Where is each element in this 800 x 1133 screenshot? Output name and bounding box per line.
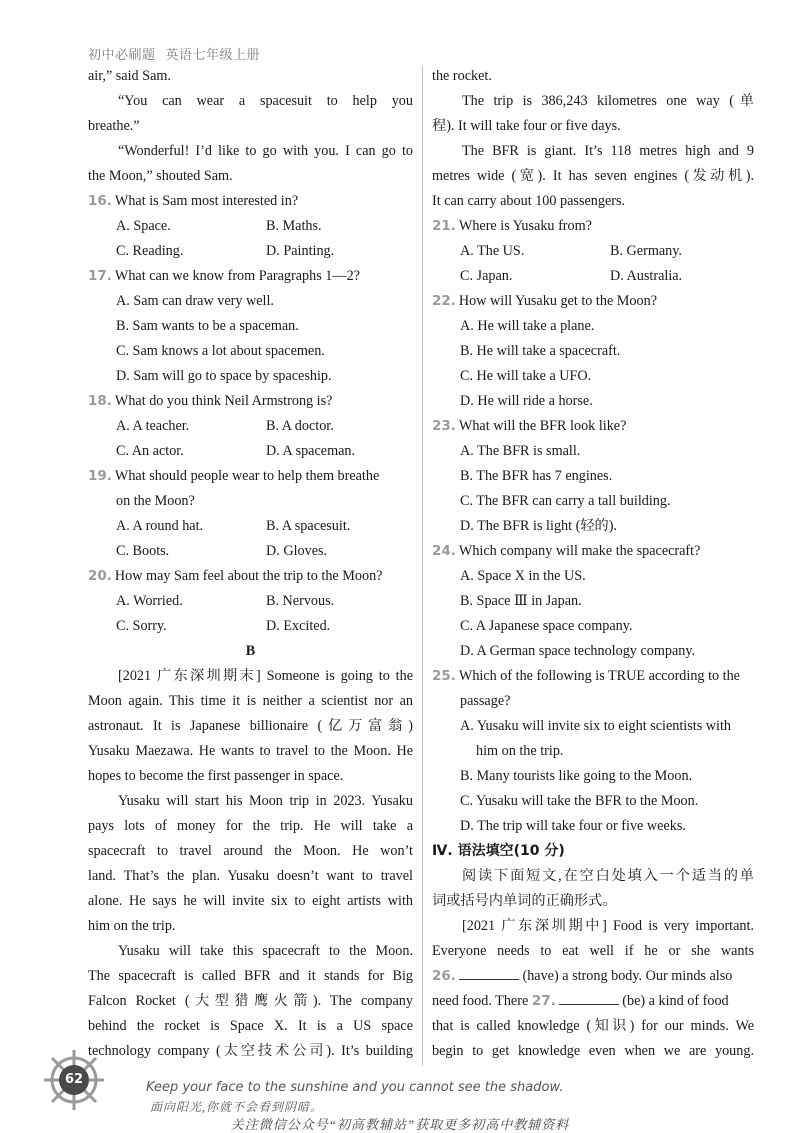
option-c: C. Sorry. — [116, 618, 167, 634]
option-c: C. Sam knows a lot about spacemen. — [116, 343, 325, 359]
question-number: 18. — [88, 393, 112, 409]
question-number: 17. — [88, 268, 112, 284]
text-line: Yusaku will start his Moon trip in 2023. Yusaku — [118, 793, 413, 809]
options-row — [88, 439, 413, 464]
text-line: The trip is 386,243 kilometres one way (单 — [462, 93, 754, 109]
option-b: B. A spacesuit. — [266, 518, 351, 534]
blank-number: 27. — [531, 993, 556, 1009]
column-divider — [422, 66, 423, 1066]
instruction-line: 词或括号内单词的正确形式。 — [432, 893, 617, 909]
option-a: A. Space. — [116, 218, 171, 234]
option-d: D. He will ride a horse. — [460, 393, 593, 409]
motto-chinese: 面向阳光,你就不会看到阴暗。 — [150, 1100, 324, 1114]
option-d: D. Gloves. — [266, 543, 328, 559]
option-a: A. The BFR is small. — [460, 443, 581, 459]
question-18 — [88, 389, 413, 414]
question-25 — [432, 664, 754, 689]
text-line: the rocket. — [432, 68, 492, 84]
motto-english: Keep your face to the sunshine and you cannot see the shadow. — [146, 1080, 564, 1095]
option-b: B. The BFR has 7 engines. — [460, 468, 613, 484]
option-b: B. Nervous. — [266, 593, 335, 609]
text-line: that is called knowledge (知识) for our minds. We — [432, 1018, 754, 1034]
options-row — [432, 264, 754, 289]
option-d: D. Sam will go to space by spaceship. — [116, 368, 332, 384]
question-number: 19. — [88, 468, 112, 484]
option-a: A. He will take a plane. — [460, 318, 595, 334]
option-c: C. The BFR can carry a tall building. — [460, 493, 671, 509]
question-stem: Which company will make the spacecraft? — [458, 543, 701, 559]
promo-text: 关注微信公众号“初高教辅站”获取更多初高中教辅资料 — [230, 1117, 570, 1132]
text-line: air,” said Sam. — [88, 68, 171, 84]
option-b: B. Maths. — [266, 218, 322, 234]
options-row — [88, 614, 413, 639]
question-stem: What do you think Neil Armstrong is? — [114, 393, 333, 409]
option-c: C. An actor. — [116, 443, 184, 459]
question-stem-cont: on the Moon? — [116, 493, 195, 509]
instruction-line: 阅读下面短文,在空白处填入一个适当的单 — [462, 868, 754, 884]
option-c: C. Boots. — [116, 543, 170, 559]
option-a: A. The US. — [460, 243, 525, 259]
question-number: 24. — [432, 543, 456, 559]
text-span: (be) a kind of food — [622, 993, 729, 1009]
text-line: “Wonderful! I’d like to go with you. I can go to — [118, 143, 413, 159]
question-stem: What can we know from Paragraphs 1—2? — [114, 268, 360, 284]
text-line: Moon again. This time it is neither a scientist nor an — [88, 693, 413, 709]
question-number: 16. — [88, 193, 112, 209]
text-line: begin to get knowledge even when we are young. — [432, 1043, 754, 1059]
option-b: B. Many tourists like going to the Moon. — [460, 768, 693, 784]
question-24 — [432, 539, 754, 564]
options-row — [88, 589, 413, 614]
cloze-line-26 — [432, 964, 754, 989]
text-line: Yusaku Maezawa. He wants to travel to the Moon. He — [88, 743, 413, 759]
option-d: D. A spaceman. — [266, 443, 356, 459]
option-d: D. The BFR is light (轻的). — [460, 518, 617, 534]
text-line: alone. He says he will invite six to eight artists with — [88, 893, 413, 909]
question-stem: What should people wear to help them breathe — [114, 468, 380, 484]
question-number: 22. — [432, 293, 456, 309]
options-row — [88, 514, 413, 539]
subject-title: 英语七年级上册 — [165, 48, 261, 63]
question-number: 23. — [432, 418, 456, 434]
option-c: C. Japan. — [460, 268, 513, 284]
book-title: 初中必刷题 — [88, 48, 156, 63]
options-row — [88, 539, 413, 564]
text-line: him on the trip. — [88, 918, 176, 934]
option-b: B. Sam wants to be a spaceman. — [116, 318, 299, 334]
option-c: C. He will take a UFO. — [460, 368, 592, 384]
question-stem-cont: passage? — [460, 693, 511, 709]
text-line: Everyone needs to eat well if he or she wants — [432, 943, 754, 959]
text-line: It can carry about 100 passengers. — [432, 193, 626, 209]
text-line: hopes to become the first passenger in space. — [88, 768, 344, 784]
option-a-cont: him on the trip. — [476, 743, 564, 759]
question-number: 20. — [88, 568, 112, 584]
text-line: astronaut. It is Japanese billionaire (亿万富翁) — [88, 718, 413, 734]
question-stem: What is Sam most interested in? — [114, 193, 299, 209]
text-line: breathe.” — [88, 118, 140, 134]
question-stem: Where is Yusaku from? — [458, 218, 592, 234]
text-line: land. That’s the plan. Yusaku doesn’t want to travel — [88, 868, 413, 884]
options-row — [432, 239, 754, 264]
text-line: The spacecraft is called BFR and it stands for Big — [88, 968, 413, 984]
text-line: spacecraft to travel around the Moon. He won’t — [88, 843, 413, 859]
question-stem: How may Sam feel about the trip to the Moon? — [114, 568, 383, 584]
text-line: behind the rocket is Space X. It is a US space — [88, 1018, 413, 1034]
text-line: Yusaku will take this spacecraft to the Moon. — [118, 943, 413, 959]
answer-blank-26[interactable] — [459, 965, 519, 980]
right-column — [432, 64, 754, 1064]
question-number: 25. — [432, 668, 456, 684]
question-stem: What will the BFR look like? — [458, 418, 627, 434]
options-row — [88, 239, 413, 264]
option-a: A. Yusaku will invite six to eight scientists with — [460, 718, 731, 734]
option-a: A. A teacher. — [116, 418, 190, 434]
option-a: A. Space X in the US. — [460, 568, 586, 584]
option-c: C. Yusaku will take the BFR to the Moon. — [460, 793, 699, 809]
text-line: Falcon Rocket (大型猎鹰火箭). The company — [88, 993, 413, 1009]
options-row — [88, 214, 413, 239]
text-line: 程). It will take four or five days. — [432, 118, 621, 134]
section-heading: Ⅳ. 语法填空(10 分) — [432, 843, 565, 859]
option-a: A. A round hat. — [116, 518, 204, 534]
question-stem: How will Yusaku get to the Moon? — [458, 293, 657, 309]
question-stem: Which of the following is TRUE according to the — [458, 668, 740, 684]
question-19 — [88, 464, 413, 489]
text-line: metres wide (宽). It has seven engines (发动机). — [432, 168, 754, 184]
text-span: need food. There — [432, 993, 529, 1009]
option-c: C. Reading. — [116, 243, 184, 259]
option-b: B. He will take a spacecraft. — [460, 343, 621, 359]
option-d: D. The trip will take four or five weeks. — [460, 818, 686, 834]
option-b: B. Space Ⅲ in Japan. — [460, 593, 582, 609]
question-23 — [432, 414, 754, 439]
text-span: (have) a strong body. Our minds also — [522, 968, 733, 984]
text-line: pays lots of money for the trip. He will take a — [88, 818, 413, 834]
options-row — [88, 414, 413, 439]
text-line: “You can wear a spacesuit to help you — [118, 93, 413, 109]
blank-number: 26. — [432, 968, 456, 984]
option-a: A. Sam can draw very well. — [116, 293, 274, 309]
option-d: D. Excited. — [266, 618, 331, 634]
section-heading: B — [245, 643, 256, 659]
question-21 — [432, 214, 754, 239]
option-d: D. Australia. — [610, 268, 683, 284]
option-c: C. A Japanese space company. — [460, 618, 633, 634]
question-17 — [88, 264, 413, 289]
option-b: B. A doctor. — [266, 418, 334, 434]
question-22 — [432, 289, 754, 314]
answer-blank-27[interactable] — [559, 990, 619, 1005]
option-d: D. A German space technology company. — [460, 643, 696, 659]
question-20 — [88, 564, 413, 589]
question-16 — [88, 189, 413, 214]
cloze-line-27 — [432, 989, 754, 1014]
text-line: [2021 广东深圳期中] Food is very important. — [462, 918, 754, 934]
option-a: A. Worried. — [116, 593, 183, 609]
page-number: 62 — [59, 1065, 89, 1095]
text-line: the Moon,” shouted Sam. — [88, 168, 233, 184]
question-number: 21. — [432, 218, 456, 234]
page-header — [88, 44, 260, 63]
left-column — [88, 64, 413, 1064]
option-b: B. Germany. — [610, 243, 682, 259]
page-footer — [0, 1038, 800, 1132]
text-line: [2021 广东深圳期末] Someone is going to the — [118, 668, 413, 684]
text-line: technology company (太空技术公司). It’s building — [88, 1043, 413, 1059]
text-line: The BFR is giant. It’s 118 metres high and 9 — [462, 143, 754, 159]
option-d: D. Painting. — [266, 243, 335, 259]
